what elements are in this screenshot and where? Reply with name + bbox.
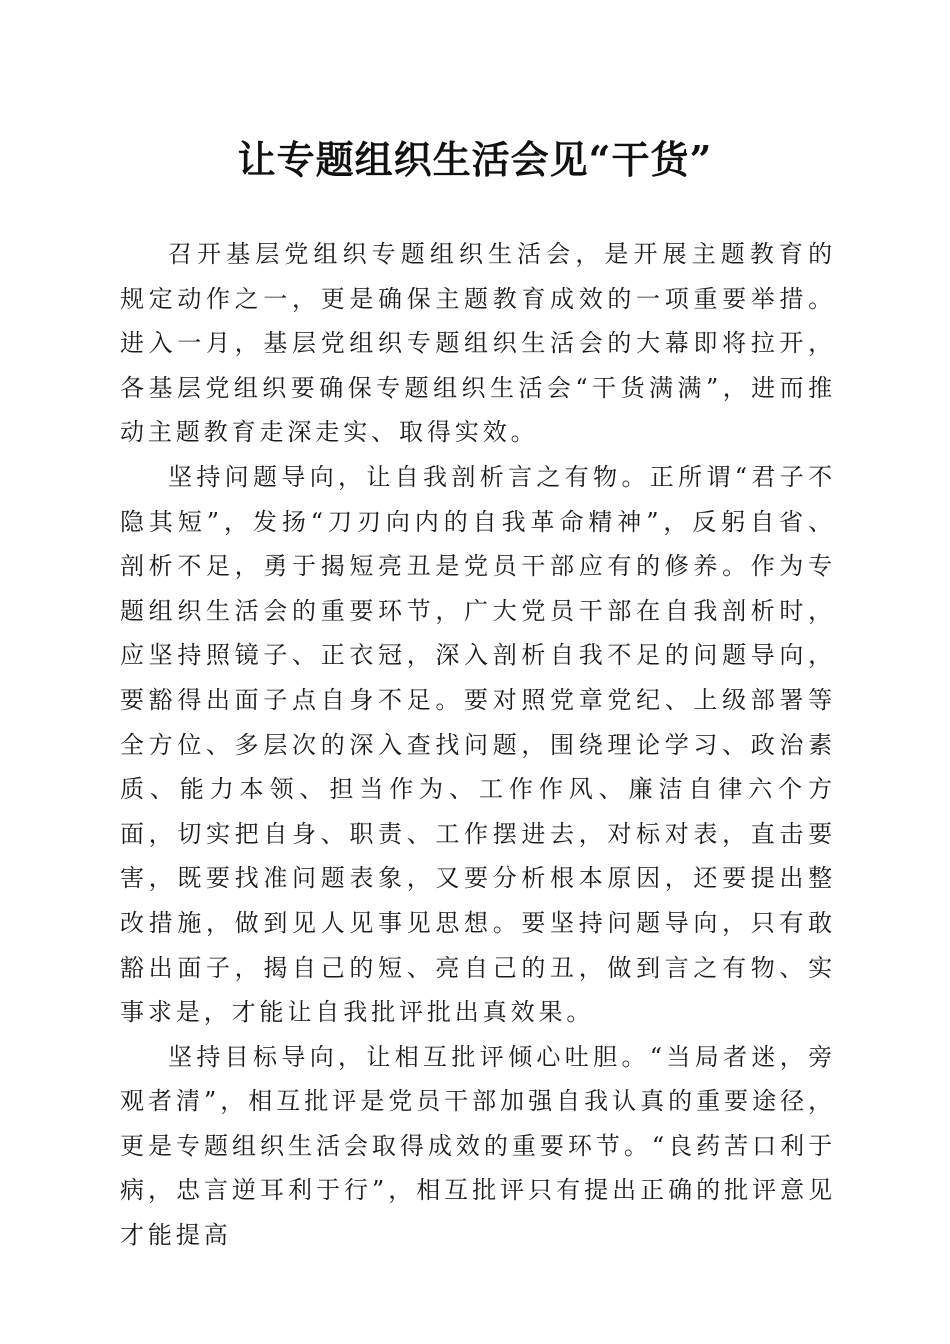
document-title: 让专题组织生活会见“干货” (237, 137, 713, 182)
document-body (120, 232, 836, 1258)
paragraph-problem-orientation: 坚持问题导向，让自我剖析言之有物。正所谓“君子不隐其短”，发扬“刀刃向内的自我革命精神”，反躬自省、剖析不足，勇于揭短亮丑是党员干部应有的修养。作为专题组织生活会的重要环节，广大党员干部在自我剖析时，应坚持照镜子、正衣冠，深入剖析自我不足的问题导向，要豁得出面子点自身不足。要对照党章党纪、上级部署等全方位、多层次的深入查找问题，围绕理论学习、政治素质、能力本领、担当作为、工作作风、廉洁自律六个方面，切实把自身、职责、工作摆进去，对标对表，直击要害，既要找准问题表象，又要分析根本原因，还要提出整改措施，做到见人见事见思想。要坚持问题导向，只有敢豁出面子，揭自己的短、亮自己的丑，做到言之有物、实事求是，才能让自我批评批出真效果。 (120, 462, 836, 1027)
paragraph-goal-orientation: 坚持目标导向，让相互批评倾心吐胆。“当局者迷，旁观者清”，相互批评是党员干部加强自我认真的重要途径，更是专题组织生活会取得成效的重要环节。“良药苦口利于病，忠言逆耳利于行”，相互批评只有提出正确的批评意见才能提高 (120, 1042, 836, 1250)
paragraph-intro: 召开基层党组织专题组织生活会，是开展主题教育的规定动作之一，更是确保主题教育成效的一项重要举措。进入一月，基层党组织专题组织生活会的大幕即将拉开，各基层党组织要确保专题组织生活会“干货满满”，进而推动主题教育走深走实、取得实效。 (120, 240, 836, 447)
